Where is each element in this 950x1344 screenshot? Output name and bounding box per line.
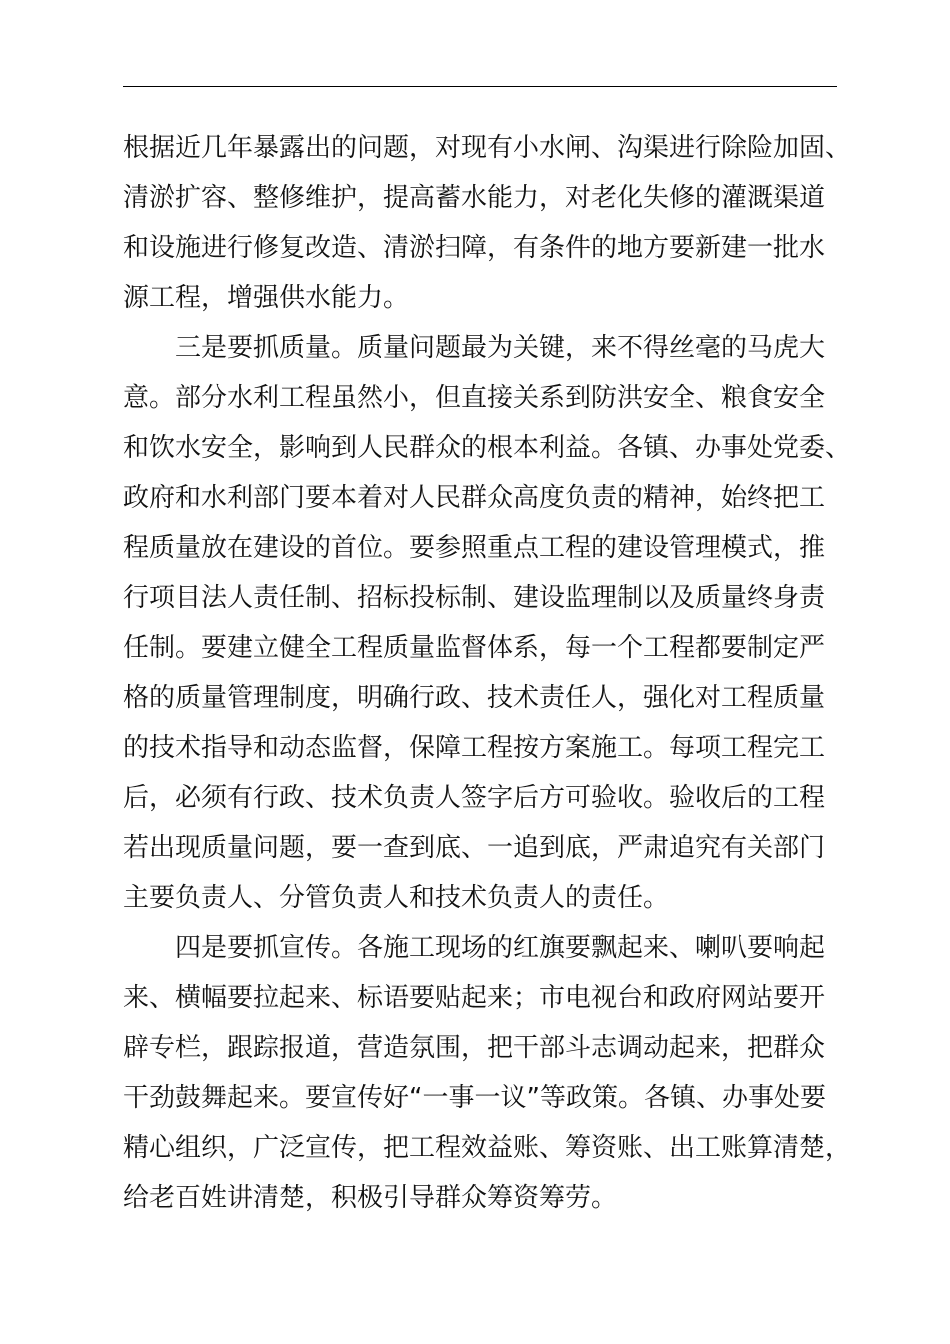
text-line: 程质量放在建设的首位。要参照重点工程的建设管理模式，推	[123, 533, 826, 563]
header-rule	[123, 86, 837, 87]
text-line: 源工程，增强供水能力。	[123, 283, 410, 313]
text-line: 干劲鼓舞起来。要宣传好“一事一议”等政策。各镇、办事处要	[123, 1083, 826, 1113]
text-line: 的技术指导和动态监督，保障工程按方案施工。每项工程完工	[123, 733, 826, 763]
text-line: 四是要抓宣传。各施工现场的红旗要飘起来、喇叭要响起	[175, 933, 826, 963]
text-line: 任制。要建立健全工程质量监督体系，每一个工程都要制定严	[123, 633, 826, 663]
text-line: 清淤扩容、整修维护，提高蓄水能力，对老化失修的灌溉渠道	[123, 183, 826, 213]
text-line: 精心组织，广泛宣传，把工程效益账、筹资账、出工账算清楚，	[123, 1133, 852, 1163]
paragraph-3	[123, 923, 853, 1223]
text-line: 来、横幅要拉起来、标语要贴起来；市电视台和政府网站要开	[123, 983, 826, 1013]
text-line: 给老百姓讲清楚，积极引导群众筹资筹劳。	[123, 1183, 618, 1213]
text-line: 格的质量管理制度，明确行政、技术责任人，强化对工程质量	[123, 683, 826, 713]
paragraph-1	[123, 123, 853, 323]
document-body	[123, 123, 853, 1223]
text-line: 和设施进行修复改造、清淤扫障，有条件的地方要新建一批水	[123, 233, 826, 263]
text-line: 后，必须有行政、技术负责人签字后方可验收。验收后的工程	[123, 783, 826, 813]
text-line: 主要负责人、分管负责人和技术负责人的责任。	[123, 883, 670, 913]
text-line: 根据近几年暴露出的问题，对现有小水闸、沟渠进行除险加固、	[123, 133, 852, 163]
text-line: 辟专栏，跟踪报道，营造氛围，把干部斗志调动起来，把群众	[123, 1033, 826, 1063]
text-line: 和饮水安全，影响到人民群众的根本利益。各镇、办事处党委、	[123, 433, 852, 463]
text-line: 三是要抓质量。质量问题最为关键，来不得丝毫的马虎大	[175, 333, 826, 363]
text-line: 若出现质量问题，要一查到底、一追到底，严肃追究有关部门	[123, 833, 826, 863]
paragraph-2	[123, 323, 853, 923]
text-line: 政府和水利部门要本着对人民群众高度负责的精神，始终把工	[123, 483, 826, 513]
text-line: 意。部分水利工程虽然小，但直接关系到防洪安全、粮食安全	[123, 383, 826, 413]
text-line: 行项目法人责任制、招标投标制、建设监理制以及质量终身责	[123, 583, 826, 613]
